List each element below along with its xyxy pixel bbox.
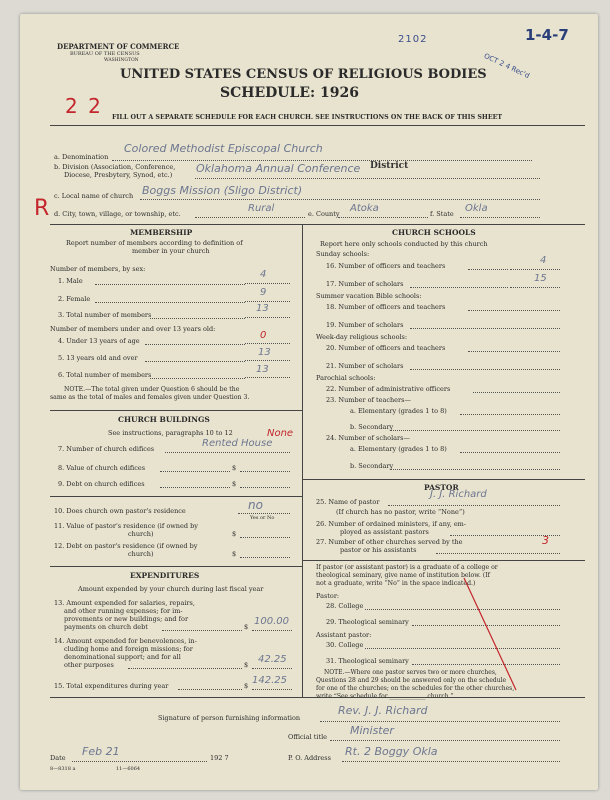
q6-label: 6. Total number of members	[58, 371, 152, 379]
schools-intro: Report here only schools conducted by this church	[320, 240, 488, 248]
county-value: Atoka	[350, 203, 379, 214]
grad-note-3: not a graduate, write “No” in the space indicated.)	[316, 580, 476, 587]
pastor-sub-label: Pastor:	[316, 592, 340, 600]
department-label: DEPARTMENT OF COMMERCE	[57, 42, 180, 51]
city-value: Rural	[248, 203, 275, 214]
instruction-line: FILL OUT A SEPARATE SCHEDULE FOR EACH CHURCH. SEE INSTRUCTIONS ON THE BACK OF THIS SHEET	[112, 114, 503, 121]
q12-label-2: church)	[128, 550, 154, 558]
membership-heading: MEMBERSHIP	[130, 228, 193, 237]
city-field-label: d. City, town, village, or township, etc.	[54, 210, 181, 218]
grad-note-2: theological seminary, give name of institution below. (If	[316, 572, 490, 579]
q9-dollar: $	[232, 480, 237, 488]
membership-intro-1: Report number of members according to definition of	[66, 239, 243, 247]
q13-dollar: $	[244, 623, 249, 631]
q5-value: 13	[258, 347, 271, 358]
q25-note: (If church has no pastor, write “None”)	[336, 508, 465, 516]
q7-label: 7. Number of church edifices	[58, 445, 155, 453]
bureau-label: BUREAU OF THE CENSUS	[70, 51, 140, 57]
schools-heading: CHURCH SCHOOLS	[392, 228, 476, 237]
q24-label: 24. Number of scholars—	[326, 434, 410, 442]
denomination-value: Colored Methodist Episcopal Church	[124, 142, 323, 155]
q27-label-2: pastor or his assistants	[340, 546, 417, 554]
q13-label-2: and other running expenses; for im-	[64, 607, 183, 615]
q25-value: J. J. Richard	[430, 489, 487, 500]
q9-label: 9. Debt on church edifices	[58, 480, 145, 488]
q12-label-1: 12. Debt on pastor's residence (if owned by	[54, 542, 198, 550]
q11-label-2: church)	[128, 530, 154, 538]
q15-dollar: $	[244, 682, 249, 690]
q4-value: 0	[260, 330, 267, 341]
corner-number: 1-4-7	[525, 26, 569, 44]
date-label: Date	[50, 754, 66, 762]
q16-label: 16. Number of officers and teachers	[326, 262, 446, 270]
q12-dollar: $	[232, 550, 237, 558]
q4-label: 4. Under 13 years of age	[58, 337, 140, 345]
membership-intro-2: member in your church	[132, 247, 210, 255]
division-value: Oklahoma Annual Conference	[196, 162, 361, 175]
membership-note-2: same as the total of males and females given under Question 3.	[50, 394, 250, 401]
q2-label: 2. Female	[58, 295, 91, 303]
pastor-note-1: NOTE.—Where one pastor serves two or more churches,	[324, 669, 497, 676]
q29-label: 29. Theological seminary	[326, 618, 409, 626]
q19-label: 19. Number of scholars	[326, 321, 404, 329]
grad-note-1: If pastor (or assistant pastor) is a graduate of a college or	[316, 564, 498, 571]
summer-label: Summer vacation Bible schools:	[316, 292, 422, 300]
buildings-see: See instructions, paragraphs 10 to 12	[108, 429, 233, 437]
q16-value: 4	[540, 255, 547, 266]
buildings-heading: CHURCH BUILDINGS	[118, 415, 210, 424]
q27-label-1: 27. Number of other churches served by the	[316, 538, 463, 546]
red-number: 2 2	[65, 94, 103, 118]
q14-dollar: $	[244, 661, 249, 669]
red-mark: R	[34, 196, 50, 221]
q1-label: 1. Male	[58, 277, 83, 285]
q8-dollar: $	[232, 464, 237, 472]
q8-label: 8. Value of church edifices	[58, 464, 146, 472]
q23b-label: b. Secondary	[350, 423, 394, 431]
expenditures-intro: Amount expended by your church during last fiscal year	[78, 585, 264, 593]
q1-value: 4	[260, 269, 267, 280]
form-code-1: 8—8318 a	[50, 766, 76, 772]
q14-label-3: denominational support; and for all	[64, 653, 181, 661]
q18-label: 18. Number of officers and teachers	[326, 303, 446, 311]
q15-label: 15. Total expenditures during year	[54, 682, 169, 690]
by-sex-label: Number of members, by sex:	[50, 265, 146, 273]
asst-sub-label: Assistant pastor:	[316, 631, 372, 639]
q14-label-1: 14. Amount expended for benevolences, in-	[54, 637, 197, 645]
q15-value: 142.25	[252, 675, 287, 686]
pastor-note-3: for one of the churches; on the schedules for the other churches,	[316, 685, 515, 692]
pastor-note-4: write “See schedule for ____________ church.”	[316, 693, 454, 700]
local-name-label: c. Local name of church	[54, 192, 134, 200]
signature-label: Signature of person furnishing information	[158, 714, 301, 722]
q24b-label: b. Secondary	[350, 462, 394, 470]
q17-value: 15	[534, 273, 547, 284]
q25-label: 25. Name of pastor	[316, 498, 380, 506]
division-label-1: b. Division (Association, Conference,	[54, 163, 176, 171]
q31-label: 31. Theological seminary	[326, 657, 409, 665]
membership-note-1: NOTE.—The total given under Question 6 should be the	[64, 386, 240, 393]
parochial-label: Parochial schools:	[316, 374, 376, 382]
q28-label: 28. College	[326, 602, 364, 610]
district-stamp: District	[370, 161, 409, 171]
state-value: Okla	[465, 203, 488, 214]
address-value: Rt. 2 Boggy Okla	[345, 745, 438, 758]
form-code-2: 11—6064	[116, 766, 141, 772]
form-title: UNITED STATES CENSUS OF RELIGIOUS BODIES	[120, 67, 487, 82]
q11-label-1: 11. Value of pastor's residence (if owned by	[54, 522, 198, 530]
q5-label: 5. 13 years old and over	[58, 354, 138, 362]
q13-label-4: payments on church debt	[64, 623, 148, 631]
serial-number: 2102	[398, 34, 428, 45]
q13-label-3: provements or new buildings; and for	[64, 615, 189, 623]
expenditures-heading: EXPENDITURES	[130, 571, 200, 580]
q26-label-2: ployed as assistant pastors	[340, 528, 429, 536]
schedule-title: SCHEDULE: 1926	[220, 85, 360, 101]
q14-label-2: cluding home and foreign missions; for	[64, 645, 193, 653]
sunday-label: Sunday schools:	[316, 250, 370, 258]
pastor-note-2: Questions 28 and 29 should be answered only on the schedule	[316, 677, 507, 684]
q21-label: 21. Number of scholars	[326, 362, 404, 370]
city-label: WASHINGTON	[104, 58, 139, 63]
local-name-value: Boggs Mission (Sligo District)	[142, 184, 303, 197]
q30-label: 30. College	[326, 641, 364, 649]
q13-label-1: 13. Amount expended for salaries, repairs,	[54, 599, 195, 607]
state-label: f. State	[430, 210, 454, 218]
date-value: Feb 21	[82, 745, 120, 758]
q13-value: 100.00	[254, 616, 289, 627]
q7-value: Rented House	[202, 438, 273, 449]
q23-label: 23. Number of teachers—	[326, 396, 411, 404]
census-form	[20, 14, 598, 790]
received-stamp: OCT 2 4 Rec'd	[482, 51, 531, 81]
yes-no-hint: Yes or No	[250, 515, 275, 521]
red-pencil-stroke	[460, 574, 520, 694]
q11-dollar: $	[232, 530, 237, 538]
official-title-label: Official title	[288, 733, 327, 741]
q17-label: 17. Number of scholars	[326, 280, 404, 288]
pastor-heading: PASTOR	[424, 483, 459, 492]
q26-label-1: 26. Number of ordained ministers, if any, em-	[316, 520, 467, 528]
q14-value: 42.25	[258, 654, 287, 665]
q27-value: 3	[542, 534, 549, 547]
county-label: e. County	[308, 210, 340, 218]
signature-value: Rev. J. J. Richard	[338, 704, 428, 717]
q20-label: 20. Number of officers and teachers	[326, 344, 446, 352]
q7-red-note: None	[267, 428, 294, 439]
year-value: 192 7	[210, 754, 229, 762]
q6-value: 13	[256, 364, 269, 375]
q14-label-4: other purposes	[64, 661, 114, 669]
q2-value: 9	[260, 287, 267, 298]
weekday-label: Week-day religious schools:	[316, 333, 408, 341]
address-label: P. O. Address	[288, 754, 331, 762]
q24a-label: a. Elementary (grades 1 to 8)	[350, 445, 447, 453]
by-age-label: Number of members under and over 13 years old:	[50, 325, 216, 333]
q3-label: 3. Total number of members	[58, 311, 152, 319]
division-label-2: Diocese, Presbytery, Synod, etc.)	[64, 171, 173, 179]
q10-label: 10. Does church own pastor's residence	[54, 507, 186, 515]
q10-value: no	[248, 498, 263, 512]
denomination-label: a. Denomination	[54, 153, 109, 161]
q23a-label: a. Elementary (grades 1 to 8)	[350, 407, 447, 415]
q3-value: 13	[256, 303, 269, 314]
q22-label: 22. Number of administrative officers	[326, 385, 451, 393]
official-title-value: Minister	[350, 724, 394, 737]
